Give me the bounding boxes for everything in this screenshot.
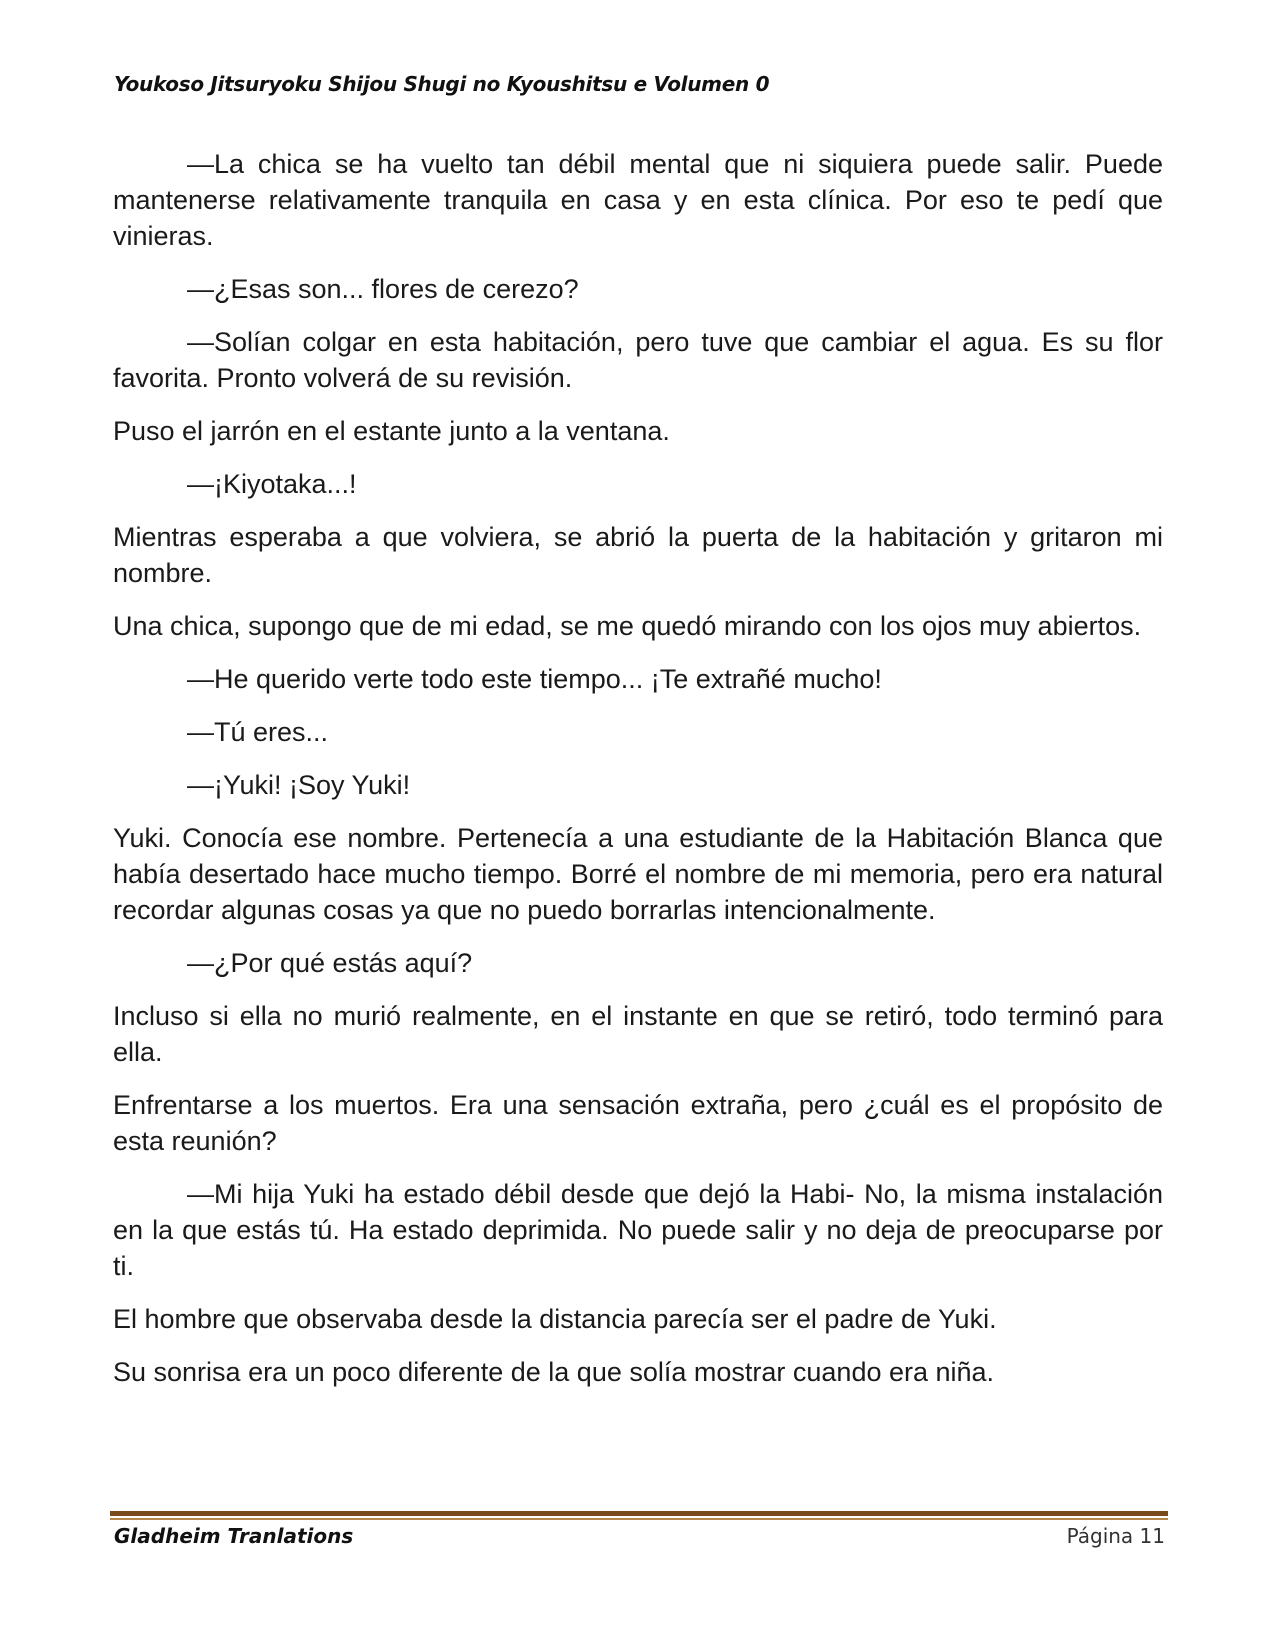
paragraph: Yuki. Conocía ese nombre. Pertenecía a una estudiante de la Habitación Blanca que había desertado hace mucho tiempo. Borré el nombre de mi memoria, pero era natural recordar algunas cosas ya que no puedo borrarlas intencionalmente. — [113, 823, 1163, 925]
page-label: Página — [1066, 1524, 1134, 1548]
paragraph: —Mi hija Yuki ha estado débil desde que dejó la Habi- No, la misma instalación en la que estás tú. Ha estado deprimida. No puede salir y no deja de preocuparse por ti. — [113, 1179, 1163, 1281]
paragraph: Mientras esperaba a que volviera, se abrió la puerta de la habitación y gritaron mi nombre. — [113, 522, 1163, 588]
footer-credit: Gladheim Tranlations — [114, 1524, 354, 1548]
paragraph: —He querido verte todo este tiempo... ¡Te extrañé mucho! — [187, 664, 882, 694]
paragraph: —Solían colgar en esta habitación, pero tuve que cambiar el agua. Es su flor favorita. Pronto volverá de su revisión. — [113, 327, 1163, 393]
paragraph: —La chica se ha vuelto tan débil mental que ni siquiera puede salir. Puede mantenerse relativamente tranquila en casa y en esta clínica. Por eso te pedí que vinieras. — [113, 149, 1163, 251]
footer-divider-thick — [110, 1511, 1168, 1516]
paragraph: Incluso si ella no murió realmente, en el instante en que se retiró, todo terminó para ella. — [113, 1001, 1163, 1067]
paragraph: —Tú eres... — [187, 717, 329, 747]
body-text — [113, 146, 1163, 1407]
paragraph: El hombre que observaba desde la distancia parecía ser el padre de Yuki. — [113, 1304, 997, 1334]
page-header-title: Youkoso Jitsuryoku Shijou Shugi no Kyoushitsu e Volumen 0 — [114, 72, 770, 96]
page-number-label — [1067, 1524, 1165, 1548]
paragraph: Puso el jarrón en el estante junto a la ventana. — [113, 416, 670, 446]
paragraph: —¿Por qué estás aquí? — [187, 948, 473, 978]
paragraph: —¡Kiyotaka...! — [187, 469, 357, 499]
paragraph: Una chica, supongo que de mi edad, se me quedó mirando con los ojos muy abiertos. — [113, 611, 1142, 641]
paragraph: Enfrentarse a los muertos. Era una sensación extraña, pero ¿cuál es el propósito de esta reunión? — [113, 1090, 1163, 1156]
footer-divider — [110, 1511, 1168, 1520]
footer-divider-thin — [110, 1518, 1168, 1520]
page-number: 11 — [1139, 1524, 1165, 1548]
paragraph: Su sonrisa era un poco diferente de la que solía mostrar cuando era niña. — [113, 1357, 995, 1387]
paragraph: —¿Esas son... flores de cerezo? — [187, 274, 579, 304]
paragraph: —¡Yuki! ¡Soy Yuki! — [187, 770, 411, 800]
